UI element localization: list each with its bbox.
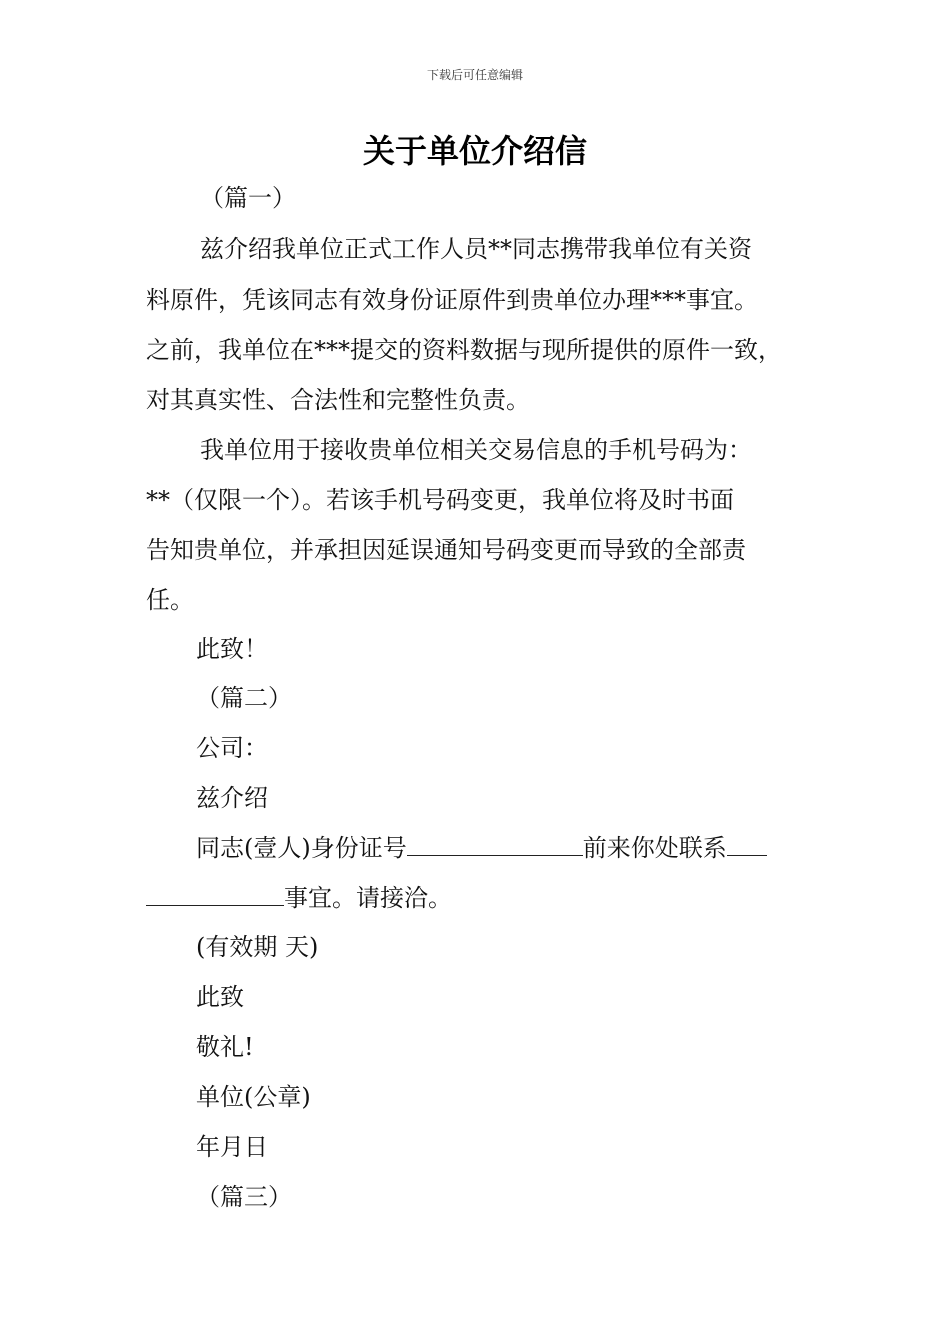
paragraph-line: 对其真实性、合法性和完整性负责。	[146, 386, 530, 414]
section1-closing: 此致！	[196, 635, 268, 663]
addressee: 公司：	[196, 734, 268, 762]
matter-blank[interactable]	[146, 881, 284, 906]
paragraph-line: 告知贵单位，并承担因延误通知号码变更而导致的全部责	[146, 536, 746, 564]
contact-label: 前来你处联系	[582, 834, 727, 862]
paragraph-line: 之前，我单位在***提交的资料数据与现所提供的原件一致，	[146, 336, 782, 364]
paragraph-line: 我单位用于接收贵单位相关交易信息的手机号码为：	[200, 436, 752, 464]
paragraph-line: 兹介绍我单位正式工作人员**同志携带我单位有关资	[200, 235, 752, 263]
date-line: 年月日	[196, 1133, 268, 1161]
document-title: 关于单位介绍信	[362, 132, 587, 170]
id-number-blank[interactable]	[407, 831, 583, 856]
contact-blank[interactable]	[727, 831, 767, 856]
intro-text: 兹介绍	[196, 784, 268, 812]
section2-heading: （篇二）	[196, 684, 292, 712]
matter-line	[146, 881, 452, 915]
section3-heading: （篇三）	[196, 1183, 292, 1211]
id-line	[196, 831, 767, 865]
closing-line2: 敬礼!	[196, 1033, 254, 1061]
paragraph-line: 任。	[146, 586, 194, 614]
matter-label: 事宜。请接洽。	[284, 884, 452, 912]
header-note: 下载后可任意编辑	[426, 68, 523, 82]
id-line-label: 同志(壹人)身份证号	[196, 834, 407, 862]
paragraph-line: 料原件，凭该同志有效身份证原件到贵单位办理***事宜。	[146, 286, 758, 314]
closing-line1: 此致	[196, 983, 244, 1011]
signature: 单位(公章)	[196, 1083, 311, 1111]
validity: (有效期 天)	[196, 933, 319, 961]
section1-heading: （篇一）	[200, 184, 296, 212]
paragraph-line: **（仅限一个）。若该手机号码变更，我单位将及时书面	[146, 486, 734, 514]
